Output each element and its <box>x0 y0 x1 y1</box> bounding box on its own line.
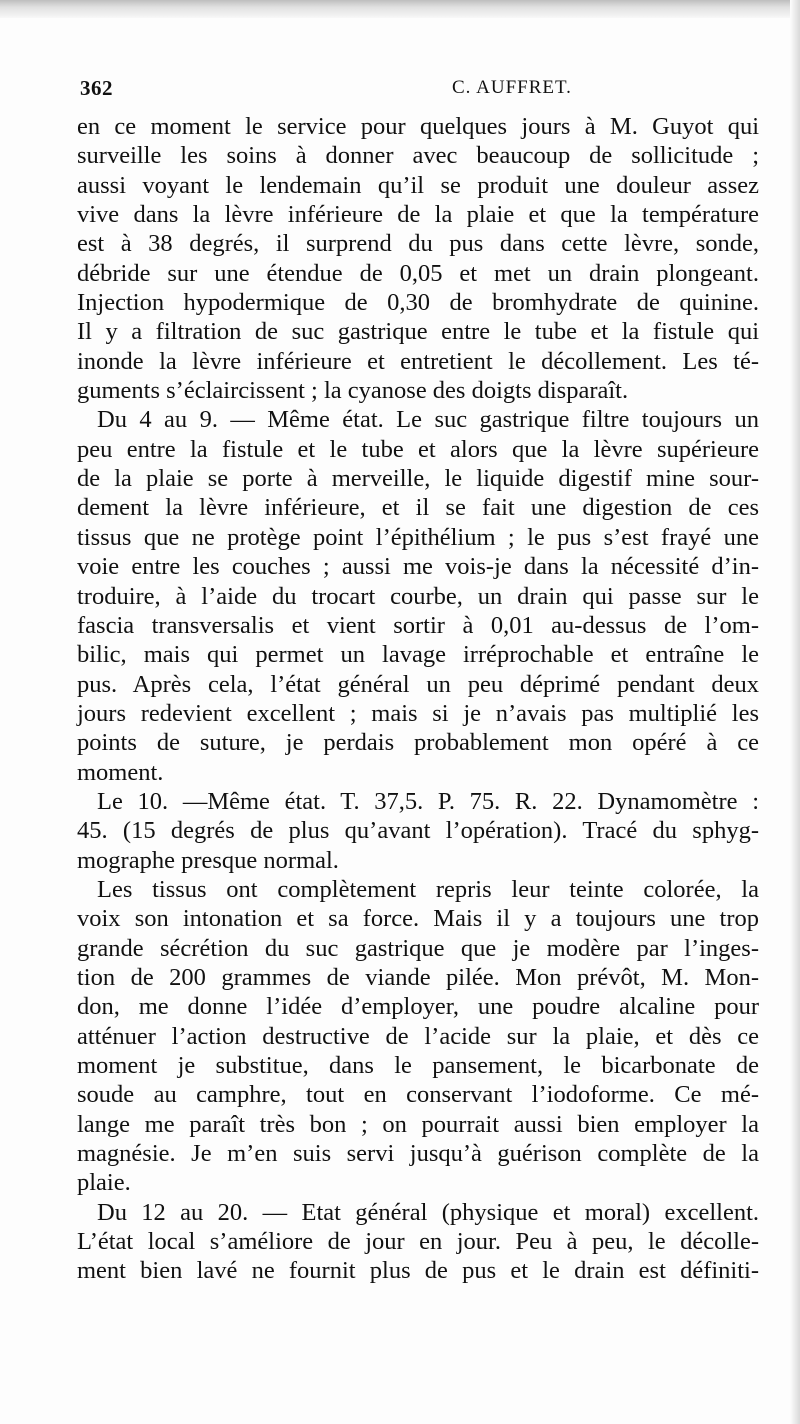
text-line: atténuer l’action destructive de l’acide sur la plaie, et dès ce <box>77 1022 759 1050</box>
text-line: bilic, mais qui permet un lavage irréprochable et entraîne le <box>77 641 759 669</box>
text-line: moment je substitue, dans le pansement, le bicarbonate de <box>77 1052 759 1079</box>
text-line: moment. <box>77 758 164 786</box>
text-line: débride sur une étendue de 0,05 et met un drain plongeant. <box>77 259 759 287</box>
text-line: pus. Après cela, l’état général un peu déprimé pendant deux <box>77 670 759 698</box>
body-text <box>77 112 759 1286</box>
text-line: don, me donne l’idée d’employer, une poudre alcaline pour <box>77 993 759 1021</box>
text-line: en ce moment le service pour quelques jours à M. Guyot qui <box>77 113 759 140</box>
text-line: lange me paraît très bon ; on pourrait aussi bien employer la <box>77 1110 759 1138</box>
text-line: dement la lèvre inférieure, et il se fait une digestion de ces <box>77 494 759 522</box>
text-line: Les tissus ont complètement repris leur teinte colorée, la <box>97 875 759 903</box>
text-line: 45. (15 degrés de plus qu’avant l’opération). Tracé du sphyg- <box>77 817 759 845</box>
text-line: aussi voyant le lendemain qu’il se produit une douleur assez <box>77 171 759 199</box>
text-line: points de suture, je perdais probablement mon opéré à ce <box>77 729 759 757</box>
text-line: tion de 200 grammes de viande pilée. Mon prévôt, M. Mon- <box>77 963 759 991</box>
text-line: surveille les soins à donner avec beaucoup de sollicitude ; <box>77 142 759 170</box>
text-line: vive dans la lèvre inférieure de la plaie et que la température <box>77 201 759 229</box>
text-line: Injection hypodermique de 0,30 de bromhydrate de quinine. <box>77 289 759 317</box>
text-line: mographe presque normal. <box>77 846 339 874</box>
text-line: Il y a filtration de suc gastrique entre le tube et la fistule qui <box>77 318 759 346</box>
text-line: ment bien lavé ne fournit plus de pus et le drain est définiti- <box>77 1257 759 1285</box>
text-line: fascia transversalis et vient sortir à 0,01 au-dessus de l’om- <box>77 611 759 639</box>
text-line: inonde la lèvre inférieure et entretient le décollement. Les té- <box>77 347 759 375</box>
text-line: de la plaie se porte à merveille, le liquide digestif mine sour- <box>77 465 759 493</box>
text-line: soude au camphre, tout en conservant l’iodoforme. Ce mé- <box>77 1081 759 1109</box>
text-line: est à 38 degrés, il surprend du pus dans cette lèvre, sonde, <box>77 230 759 258</box>
text-line: magnésie. Je m’en suis servi jusqu’à guérison complète de la <box>77 1140 759 1168</box>
text-line: tissus que ne protège point l’épithélium ; le pus s’est frayé une <box>77 523 759 551</box>
text-line: troduire, à l’aide du trocart courbe, un drain qui passe sur le <box>77 582 759 610</box>
text-line: peu entre la fistule et le tube et alors que la lèvre supérieure <box>77 435 759 463</box>
text-line: jours redevient excellent ; mais si je n’avais pas multiplié les <box>77 699 759 727</box>
text-line: grande sécrétion du suc gastrique que je modère par l’inges- <box>77 934 759 962</box>
page-number: 362 <box>80 76 113 100</box>
text-line: voix son intonation et sa force. Mais il y a toujours une trop <box>77 905 759 933</box>
text-line: guments s’éclaircissent ; la cyanose des doigts disparaît. <box>77 377 629 405</box>
running-head-author: C. AUFFRET. <box>452 77 572 98</box>
text-line: Du 12 au 20. — Etat général (physique et moral) excellent. <box>97 1198 759 1226</box>
text-line: L’état local s’améliore de jour en jour. Peu à peu, le décolle- <box>77 1228 759 1256</box>
scan-right-shadow <box>790 0 800 1424</box>
scan-top-shadow <box>0 0 800 18</box>
text-line: Du 4 au 9. — Même état. Le suc gastrique filtre toujours un <box>97 406 759 434</box>
text-line: Le 10. —Même état. T. 37,5. P. 75. R. 22. Dynamomètre : <box>97 787 759 815</box>
page-header <box>80 76 755 106</box>
text-line: voie entre les couches ; aussi me vois-je dans la nécessité d’in- <box>77 553 759 581</box>
text-line: plaie. <box>77 1169 131 1197</box>
